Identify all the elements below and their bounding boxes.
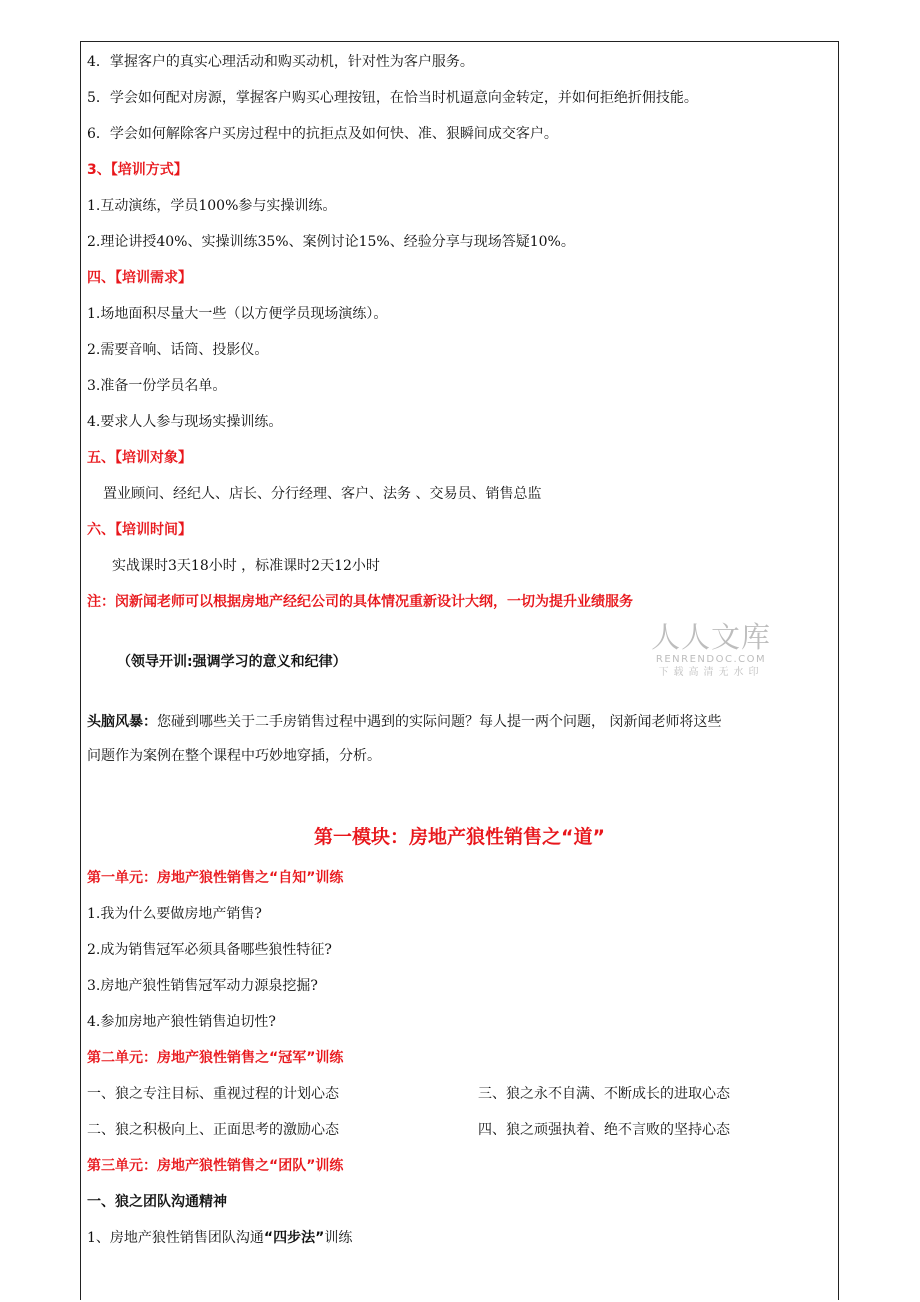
list-item: 1.我为什么要做房地产销售? [87, 906, 262, 922]
section-heading: 3、【培训方式】 [87, 162, 188, 178]
text-line: 2.理论讲授40%、实操训练35%、案例讨论15%、经验分享与现场答疑10%。 [87, 234, 575, 250]
brainstorm-text: 您碰到哪些关于二手房销售过程中遇到的实际问题？每人提一两个问题， 闵新闻老师将这些 [157, 714, 722, 730]
list-item: 4.参加房地产狼性销售迫切性? [87, 1014, 276, 1030]
text-line: 问题作为案例在整个课程中巧妙地穿插，分析。 [87, 748, 381, 764]
watermark-slogan: 下载高清无水印 [658, 667, 764, 678]
sub-heading: 一、狼之团队沟通精神 [87, 1194, 227, 1210]
module-title: 第一模块：房地产狼性销售之“道” [314, 826, 605, 848]
unit-heading: 第三单元：房地产狼性销售之“团队”训练 [87, 1158, 344, 1174]
list-item: 一、狼之专注目标、重视过程的计划心态 [87, 1086, 339, 1102]
text-line: 4．掌握客户的真实心理活动和购买动机，针对性为客户服务。 [87, 54, 474, 70]
item-text: 1、房地产狼性销售团队沟通 [87, 1230, 264, 1246]
section-heading: 四、【培训需求】 [87, 270, 192, 286]
brainstorm-label: 头脑风暴： [87, 714, 157, 730]
list-item: 3.房地产狼性销售冠军动力源泉挖掘? [87, 978, 318, 994]
opening-line: （领导开训:强调学习的意义和纪律） [117, 654, 347, 670]
item-text: 训练 [324, 1230, 353, 1246]
text-line: 1.场地面积尽量大一些（以方便学员现场演练）。 [87, 306, 388, 322]
text-line: 3.准备一份学员名单。 [87, 378, 227, 394]
text-line: 2.需要音响、话筒、投影仪。 [87, 342, 269, 358]
list-item [87, 1228, 352, 1248]
item-emphasis: “四步法” [263, 1230, 325, 1246]
unit-heading: 第一单元：房地产狼性销售之“自知”训练 [87, 870, 344, 886]
text-line: 实战课时3天18小时 ，标准课时2天12小时 [112, 558, 380, 574]
list-item: 2.成为销售冠军必须具备哪些狼性特征? [87, 942, 332, 958]
text-line: 1.互动演练，学员100%参与实操训练。 [87, 198, 337, 214]
text-line: 5．学会如何配对房源，掌握客户购买心理按钮，在恰当时机逼意向金转定，并如何拒绝折佣技能。 [87, 90, 698, 106]
list-item: 三、狼之永不自满、不断成长的进取心态 [478, 1086, 730, 1102]
section-heading: 六、【培训时间】 [87, 522, 192, 538]
list-item: 四、狼之顽强执着、绝不言败的坚持心态 [478, 1122, 730, 1138]
watermark-logo [646, 621, 776, 680]
watermark-domain: RENRENDOC.COM [655, 654, 767, 665]
section-heading: 五、【培训对象】 [87, 450, 192, 466]
text-line: 置业顾问、经纪人、店长、分行经理、客户、法务 、交易员、销售总监 [103, 486, 542, 502]
list-item: 二、狼之积极向上、正面思考的激励心态 [87, 1122, 339, 1138]
brainstorm-line [87, 712, 721, 732]
text-line: 6．学会如何解除客户买房过程中的抗拒点及如何快、准、狠瞬间成交客户。 [87, 126, 558, 142]
unit-heading: 第二单元：房地产狼性销售之“冠军”训练 [87, 1050, 344, 1066]
text-line: 4.要求人人参与现场实操训练。 [87, 414, 283, 430]
note-line: 注：闵新闻老师可以根据房地产经纪公司的具体情况重新设计大纲，一切为提升业绩服务 [87, 594, 633, 610]
watermark-title: 人人文库 [650, 620, 771, 654]
